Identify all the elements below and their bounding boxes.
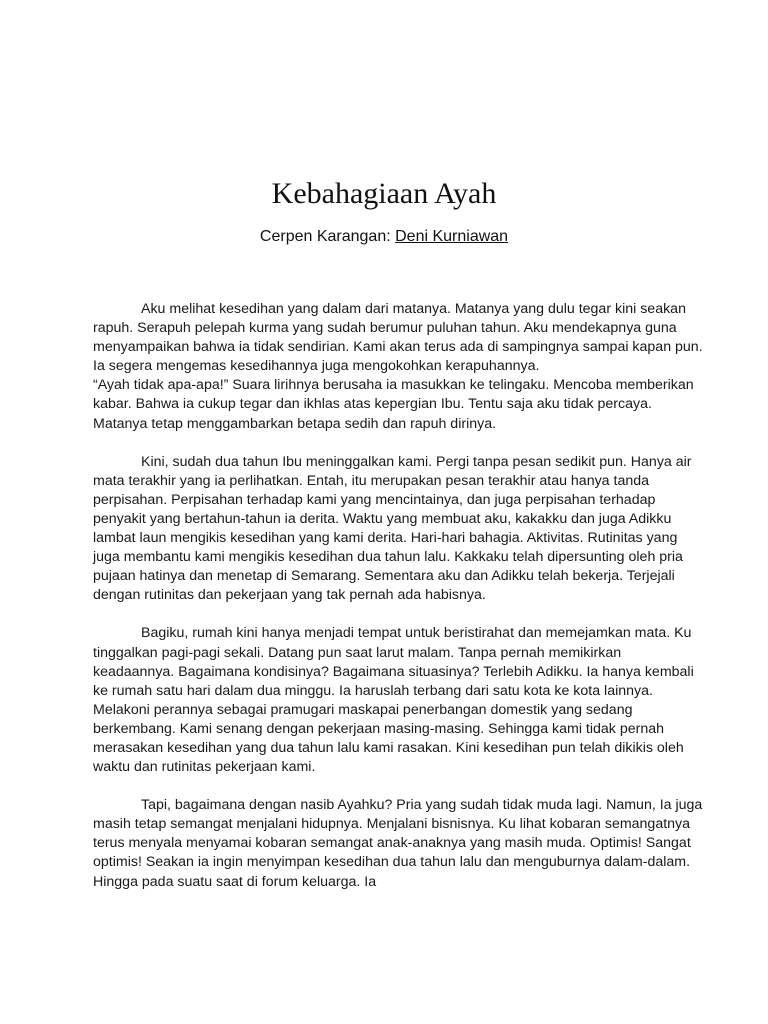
document-title: Kebahagiaan Ayah [271,177,497,210]
paragraph-5: Tapi, bagaimana dengan nasib Ayahku? Pria yang sudah tidak muda lagi. Namun, Ia juga masih tetap semangat menjalani hidupnya. Menjalani bisnisnya. Ku lihat kobaran semangatnya terus menyala menyamai kobaran semangat anak-anaknya yang masih muda. Optimis! Sangat optimis! Seakan ia ingin menyimpan kesedihan dua tahun lalu dan menguburnya dalam-dalam. Hingga pada suatu saat di forum keluarga. Ia [93,797,703,890]
author-link[interactable]: Deni Kurniawan [395,228,509,245]
subtitle-prefix: Cerpen Karangan: [259,228,391,245]
story-body [93,300,705,911]
paragraph-1: Aku melihat kesedihan yang dalam dari matanya. Matanya yang dulu tegar kini seakan rapuh. Serapuh pelepah kurma yang sudah berumur puluhan tahun. Aku mendekapnya guna menyampaikan bahwa ia tidak sendirian. Kami akan terus ada di sampingnya sampai kapan pun. Ia segera mengemas kesedihannya juga mengokohkan kerapuhannya. [93,301,703,375]
paragraph-3: Kini, sudah dua tahun Ibu meninggalkan kami. Pergi tanpa pesan sedikit pun. Hanya air mata terakhir yang ia perlihatkan. Entah, itu merupakan pesan terakhir atau hanya tanda perpisahan. Perpisahan terhadap kami yang mencintainya, dan juga perpisahan terhadap penyakit yang bertahun-tahun ia derita. Waktu yang membuat aku, kakakku dan juga Adikku lambat laun mengikis kesedihan yang kami derita. Hari-hari bahagia. Aktivitas. Rutinitas yang juga membantu kami mengikis kesedihan dua tahun lalu. Kakkaku telah dipersunting oleh pria pujaan hatinya dan menetap di Semarang. Sementara aku dan Adikku telah bekerja. Terjejali dengan rutinitas dan pekerjaan yang tak pernah ada habisnya. [93,453,692,604]
paragraph-2: “Ayah tidak apa-apa!” Suara lirihnya berusaha ia masukkan ke telingaku. Mencoba memberikan kabar. Bahwa ia cukup tegar dan ikhlas atas kepergian Ibu. Tentu saja aku tidak percaya. Matanya tetap menggambarkan betapa sedih dan rapuh dirinya. [93,377,694,432]
paragraph-4: Bagiku, rumah kini hanya menjadi tempat untuk beristirahat dan memejamkan mata. Ku tinggalkan pagi-pagi sekali. Datang pun saat larut malam. Tanpa pernah memikirkan keadaannya. Bagaimana kondisinya? Bagaimana situasinya? Terlebih Adikku. Ia hanya kembali ke rumah satu hari dalam dua minggu. Ia haruslah terbang dari satu kota ke kota lainnya. Melakoni perannya sebagai pramugari maskapai penerbangan domestik yang sedang berkembang. Kami senang dengan pekerjaan masing-masing. Sehingga kami tidak pernah merasakan kesedihan yang dua tahun lalu kami rasakan. Kini kesedihan pun telah dikikis oleh waktu dan rutinitas pekerjaan kami. [93,625,694,776]
document-subtitle [0,226,768,248]
